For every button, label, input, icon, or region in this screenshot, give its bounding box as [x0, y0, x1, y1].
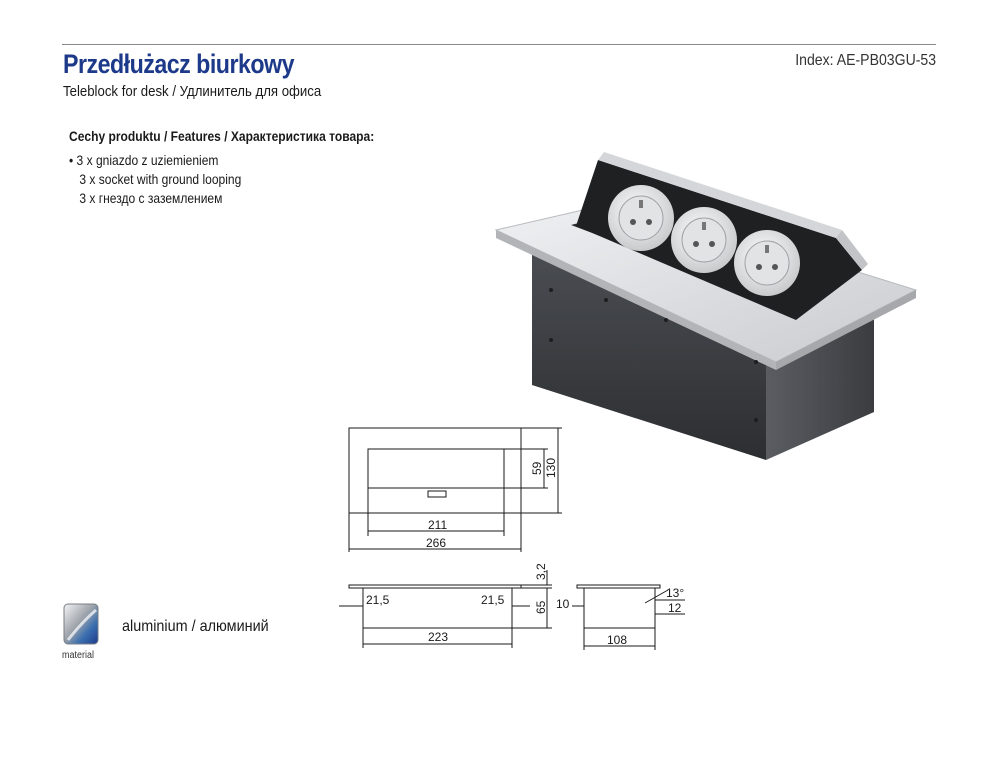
dim-body-width: 223	[428, 630, 449, 644]
dim-thickness: 3,2	[534, 563, 548, 580]
page-subtitle: Teleblock for desk / Удлинитель для офиса	[63, 83, 322, 100]
dim-angle: 13°	[666, 586, 685, 600]
product-photo	[476, 130, 936, 492]
dim-inner-width: 211	[428, 518, 448, 532]
material-label: material	[62, 650, 95, 661]
feature-item: • 3 x gniazdo z uziemieniem	[69, 152, 219, 168]
dim-height: 65	[534, 600, 548, 614]
material-swatch-icon	[62, 602, 102, 648]
header-rule	[62, 44, 936, 45]
features-list	[69, 151, 269, 208]
dim-right-offset: 21,5	[481, 593, 505, 607]
feature-item: 3 x гнездо с заземлением	[79, 190, 223, 206]
dim-outer-height: 130	[544, 457, 558, 478]
dim-side-offset: 10	[556, 597, 570, 611]
material-value: aluminium / алюминий	[122, 618, 269, 635]
features-heading: Cechy produktu / Features / Характеристика товара:	[69, 128, 375, 144]
dim-flap: 12	[668, 601, 682, 615]
product-index: Index: AE-PB03GU-53	[795, 52, 936, 69]
dim-end-width: 108	[607, 633, 628, 647]
side-view-body	[363, 588, 512, 628]
page-title: Przedłużacz biurkowy	[63, 49, 294, 79]
side-view-plate	[349, 585, 521, 588]
dim-inner-height: 59	[530, 461, 544, 475]
feature-item: 3 x socket with ground looping	[79, 171, 242, 187]
end-view-body	[584, 588, 655, 628]
dim-left-offset: 21,5	[366, 593, 390, 607]
end-view-plate	[577, 585, 660, 588]
dim-outer-width: 266	[426, 536, 447, 550]
